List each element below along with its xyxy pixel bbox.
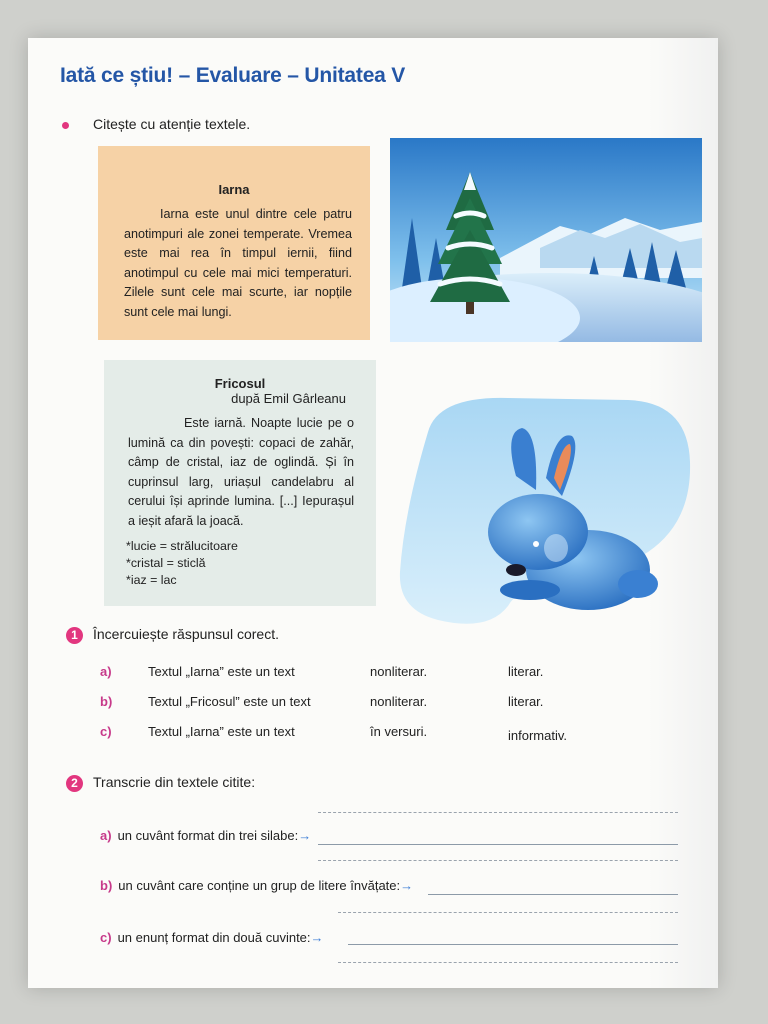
glossary [126,538,376,589]
item-letter: b) [100,694,113,709]
item-letter: c) [100,930,112,945]
item-letter: c) [100,724,112,739]
arrow-icon: → [310,930,324,945]
answer-line[interactable] [348,944,678,945]
item-statement: Textul „Fricosul” este un text [148,694,311,709]
instruction-line [62,116,250,132]
writing-guide-line [338,912,678,913]
exercise-number-badge: 1 [66,627,83,644]
text-author: după Emil Gârleanu [231,391,346,406]
writing-guide-line [318,860,678,861]
item-statement: Textul „Iarna” este un text [148,664,295,679]
workbook-page [28,38,718,988]
exercise-instruction: Transcrie din textele citite: [93,774,256,790]
glossary-item: *lucie = strălucitoare [126,538,238,553]
answer-option[interactable]: literar. [508,664,544,679]
exercise-2-header [66,774,255,792]
exercise-2-item [100,930,324,945]
glossary-item: *cristal = sticlă [126,555,206,570]
arrow-icon: → [400,878,414,893]
winter-landscape-image [390,138,702,342]
text-body: Iarna este unul dintre cele patru anotimpuri ale zonei temperate. Vremea este mai rea în timpul iernii, fiind anotimpul cu cele mai mici temperaturi. Zilele sunt cele mai scurte, iar nopțile sunt cele mai lungi. [124,207,352,319]
answer-line[interactable] [318,844,678,845]
text-title: Fricosul [214,376,266,391]
writing-guide-line [338,962,678,963]
item-letter: a) [100,828,112,843]
bullet-icon [62,122,69,129]
answer-option[interactable]: în versuri. [370,724,428,739]
exercise-1-header [66,626,279,644]
answer-option[interactable]: literar. [508,694,544,709]
answer-option[interactable]: nonliterar. [370,694,428,709]
exercise-number-badge: 2 [66,775,83,792]
instruction-text: Citește cu atenție textele. [93,116,251,132]
glossary-item: *iaz = lac [126,572,177,587]
writing-guide-line [318,812,678,813]
answer-line[interactable] [428,894,678,895]
text-box-fricosul [104,360,376,606]
item-prompt: un cuvânt format din trei silabe: [117,828,299,843]
item-statement: Textul „Iarna” este un text [148,724,295,739]
text-body: Este iarnă. Noapte lucie pe o lumină ca din povești: copaci de zahăr, câmp de cristal, iaz de oglindă. Și în cuprinsul larg, uriașul candelabru al cerului își aprinde lumina. [...] Iepurașul a ieșit afară la joacă. [128,416,354,528]
item-letter: a) [100,664,112,679]
answer-option[interactable]: nonliterar. [370,664,428,679]
text-title: Iarna [218,182,250,197]
answer-option[interactable]: informativ. [508,728,567,743]
rabbit-illustration [398,392,694,628]
text-box-iarna [98,146,370,340]
exercise-2-item [100,878,413,893]
item-prompt: un cuvânt care conține un grup de litere învățate: [118,878,401,893]
item-letter: b) [100,878,113,893]
exercise-instruction: Încercuiește răspunsul corect. [93,626,279,642]
arrow-icon: → [298,828,312,843]
exercise-2-item [100,828,311,843]
page-title: Iată ce știu! – Evaluare – Unitatea V [60,64,406,87]
item-prompt: un enunț format din două cuvinte: [117,930,311,945]
